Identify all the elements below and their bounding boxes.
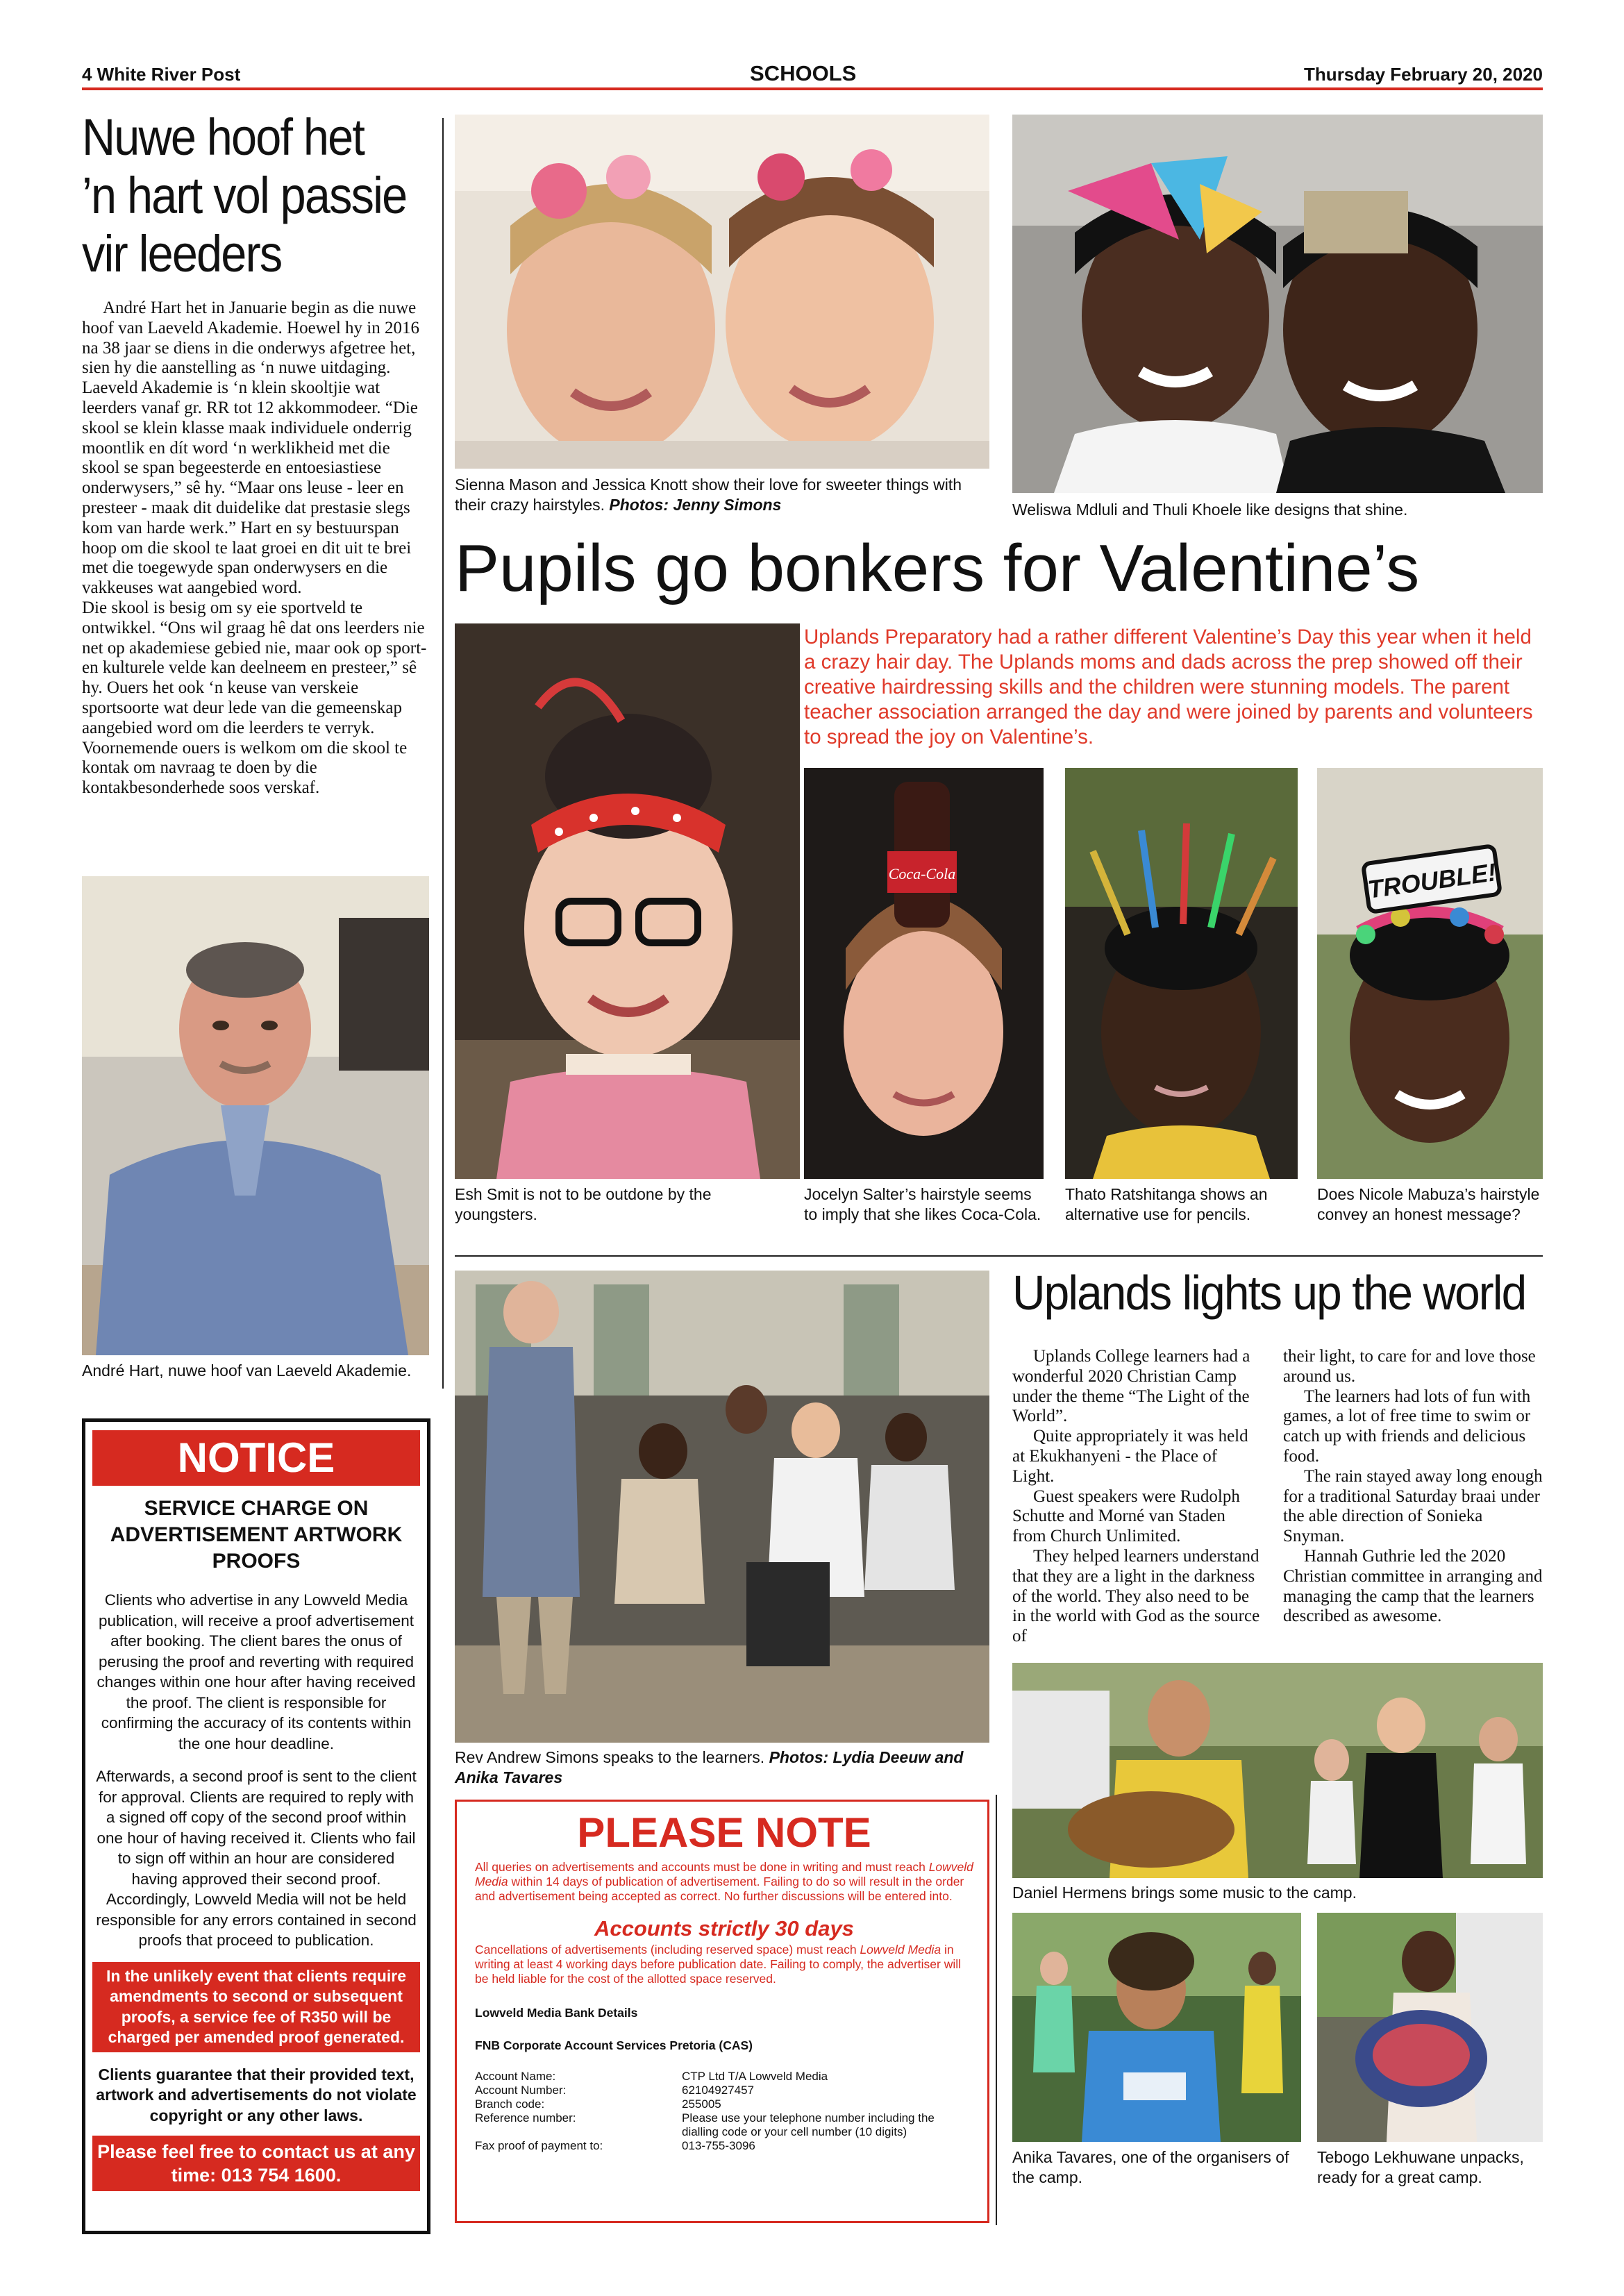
bank-row	[475, 2097, 973, 2111]
jocelyn-caption: Jocelyn Salter’s hairstyle seems to imply that she likes Coca-Cola.	[804, 1185, 1041, 1223]
daniel-photo	[1012, 1663, 1543, 1878]
rev-simons-photo	[455, 1271, 989, 1743]
bank-label: Account Number:	[475, 2084, 567, 2097]
accounts-heading: Accounts strictly 30 days	[594, 1916, 854, 1941]
thato-photo	[1065, 768, 1298, 1179]
notice-subtitle: SERVICE CHARGE ON ADVERTISEMENT ARTWORK PROOFS	[110, 1497, 403, 1573]
caption-text: Sienna Mason and Jessica Knott show their love for sweeter things with their crazy hairstyles.	[455, 476, 962, 514]
bank-label: Account Name:	[475, 2070, 556, 2083]
body-paragraph: Uplands College learners had a wonderful 2020 Christian Camp under the theme “The Light of the World”.	[1012, 1347, 1250, 1426]
nicole-photo	[1317, 768, 1543, 1179]
bank-heading: Lowveld Media Bank Details	[475, 2006, 638, 2020]
notice-service-fee: In the unlikely event that clients require amendments to second or subsequent proofs, a service fee of R350 will be charged per amended proof generated.	[92, 1962, 420, 2052]
thato-caption: Thato Ratshitanga shows an alternative use for pencils.	[1065, 1185, 1268, 1223]
notice-title: NOTICE	[92, 1430, 420, 1486]
bank-row	[475, 2070, 973, 2084]
weliswa-thuli-photo	[1012, 115, 1543, 493]
text-run: Cancellations of advertisements (including reserved space) must reach	[475, 1943, 860, 1956]
page-label: 4 White River Post	[82, 64, 241, 85]
valentines-headline: Pupils go bonkers for Valentine’s	[455, 531, 1420, 605]
anika-photo	[1012, 1913, 1301, 2142]
body-paragraph: They helped learners understand that they are a light in the darkness of the world. They also need to be in the world with God as the source of	[1012, 1546, 1260, 1646]
uplands-col-2	[1283, 1347, 1543, 1627]
tebogo-caption: Tebogo Lekhuwane unpacks, ready for a great camp.	[1317, 2148, 1524, 2186]
please-note-para-1	[475, 1860, 973, 1904]
notice-para-1: Clients who advertise in any Lowveld Media publication, will receive a proof advertisement after booking. The client bares the onus of perusing the proof and reverting with required changes within one hour after having received the proof. The client is responsible for confirming the accuracy of its contents within the one hour deadline.	[97, 1591, 416, 1752]
bank-value: 62104927457	[682, 2084, 755, 2097]
caption-text: Rev Andrew Simons speaks to the learners.	[455, 1748, 765, 1766]
bank-value: Please use your telephone number including the dialling code or your cell number (10 digits)	[682, 2111, 935, 2138]
top-left-caption	[455, 475, 982, 515]
rev-caption	[455, 1748, 989, 1788]
body-paragraph: Hannah Guthrie led the 2020 Christian committee in arranging and managing the camp that the learners described as awesome.	[1283, 1546, 1543, 1626]
section-divider	[455, 1255, 1543, 1257]
headline-line: vir leeders	[82, 225, 282, 283]
esh-photo	[455, 623, 800, 1179]
notice-contact: Please feel free to contact us at any time: 013 754 1600.	[92, 2136, 420, 2191]
headline-line: Nuwe hoof het	[82, 108, 365, 166]
text-run: All queries on advertisements and accounts must be done in writing and must reach	[475, 1860, 929, 1874]
bank-row	[475, 2084, 973, 2097]
bank-label: Reference number:	[475, 2111, 576, 2125]
valentines-intro: Uplands Preparatory had a rather different Valentine’s Day this year when it held a crazy hair day. The Uplands moms and dads across the prep showed off their creative hairdressing skills and the children were stunning models. The parent teacher association arranged the day and were joined by parents and volunteers to spread the joy on Valentine’s.	[804, 626, 1533, 748]
body-paragraph: André Hart het in Januarie begin as die nuwe hoof van Laeveld Akademie. Hoewel hy in 2016 na 38 jaar se diens in die onderwys afgetree het, sien hy die aanstelling as ‘n nuwe uitdaging. Laeveld Akademie is ‘n klein skooltjie wat leerders vanaf gr. RR tot 12 akkommodeer. “Die skool se klein klasse maak individuele onderrig moontlik en dít word ‘n werklikheid met die skool se span begeesterde en entoesiastiese onderwysers,” sê hy. “Maar ons leuse - leer en presteer - maak dit duidelike dat prestasie slegs kom van harde werk.” Hart en sy bestuurspan hoop om die skool te laat groei en dit uit te brei met die toegewyde span onderwysers en die vakkeuses wat aangebied word.	[82, 299, 419, 598]
notice-para-2: Afterwards, a second proof is sent to the client for approval. Clients are required to reply with a signed off copy of the second proof within one hour of having received it. Clients who fail to sign off within an hour are considered having approved their second proof. Accordingly, Lowveld Media will not be held responsible for any errors contained in second proofs that proceed to publication.	[96, 1768, 417, 1949]
text-run: Lowveld Media	[860, 1943, 941, 1956]
body-paragraph: Guest speakers were Rudolph Schutte and Morné van Staden from Church Unlimited.	[1012, 1486, 1240, 1546]
daniel-caption: Daniel Hermens brings some music to the camp.	[1012, 1884, 1357, 1902]
section-title: SCHOOLS	[750, 61, 857, 85]
body-paragraph: The rain stayed away long enough for a traditional Saturday braai under the able direction of Sonieka Snyman.	[1283, 1466, 1543, 1546]
text-run: Lowveld Media	[475, 1860, 973, 1888]
text-run: within 14 days of publication of advertisement. Failing to do so will result in the order and advertisement being accepted as correct. No further discussions will be entered into.	[475, 1875, 964, 1903]
anika-caption: Anika Tavares, one of the organisers of the camp.	[1012, 2148, 1289, 2186]
hart-photo	[82, 876, 429, 1355]
photo-credit: Photos: Lydia Deeuw and Anika Tavares	[455, 1748, 964, 1786]
issue-date: Thursday February 20, 2020	[1304, 64, 1543, 85]
sienna-jessica-photo	[455, 115, 989, 469]
bottle-label: Coca-Cola	[888, 865, 956, 882]
bank-value: 255005	[682, 2097, 721, 2111]
headline-line: ’n hart vol passie	[82, 167, 407, 224]
column-divider-2	[996, 1795, 997, 2225]
body-paragraph: Die skool is besig om sy eie sportveld te ontwikkel. “Ons wil graag hê dat ons leerders nie net op akademiese gebied nie, maar ook op sport- en kulturele velde kan deelneem en presteer,” sê hy. Ouers het ook ‘n keuse van verskeie sportsoorte wat deur lede van die gemeenskap aangebied word om die leerders te verryk. Voornemende ouers is welkom om die skool te kontak om navraag te doen by die kontakbesonderhede soos verskaf.	[82, 598, 427, 798]
bank-row	[475, 2139, 973, 2153]
tebogo-photo	[1317, 1913, 1543, 2142]
bank-name: FNB Corporate Account Services Pretoria (CAS)	[475, 2038, 753, 2052]
bank-value: 013-755-3096	[682, 2139, 755, 2152]
hart-photo-caption: André Hart, nuwe hoof van Laeveld Akademie.	[82, 1361, 412, 1380]
bank-row	[475, 2111, 973, 2139]
bank-details	[475, 2070, 973, 2153]
top-right-caption: Weliswa Mdluli and Thuli Khoele like designs that shine.	[1012, 501, 1408, 519]
nicole-caption: Does Nicole Mabuza’s hairstyle convey an honest message?	[1317, 1185, 1540, 1223]
column-divider	[442, 118, 444, 1389]
please-note-para-2	[475, 1943, 973, 1986]
bank-value: CTP Ltd T/A Lowveld Media	[682, 2070, 828, 2083]
trouble-sign: TROUBLE!	[1366, 857, 1498, 904]
bank-label: Branch code:	[475, 2097, 545, 2111]
please-note-box	[455, 1800, 989, 2223]
uplands-headline: Uplands lights up the world	[1012, 1266, 1526, 1320]
uplands-col-1	[1012, 1347, 1262, 1647]
hart-body	[82, 299, 429, 798]
notice-box	[82, 1418, 430, 2234]
body-paragraph: Quite appropriately it was held at Ekukhanyeni - the Place of Light.	[1012, 1427, 1248, 1486]
text-run: in writing at least 4 working days before publication date. Failing to comply, the advertiser will be held liable for the cost of the allotted space reserved.	[475, 1943, 962, 1986]
esh-caption: Esh Smit is not to be outdone by the youngsters.	[455, 1185, 712, 1223]
header-rule	[82, 87, 1543, 90]
hart-headline	[82, 108, 407, 283]
body-paragraph: their light, to care for and love those around us.	[1283, 1347, 1536, 1386]
please-note-title: PLEASE NOTE	[577, 1809, 871, 1856]
bank-label: Fax proof of payment to:	[475, 2139, 603, 2152]
notice-copyright: Clients guarantee that their provided text, artwork and advertisements do not violate copyright or any other laws.	[96, 2065, 417, 2125]
body-paragraph: The learners had lots of fun with games, a lot of free time to swim or catch up with friends and delicious food.	[1283, 1386, 1531, 1466]
photo-credit: Photos: Jenny Simons	[609, 496, 782, 514]
jocelyn-photo	[804, 768, 1044, 1179]
